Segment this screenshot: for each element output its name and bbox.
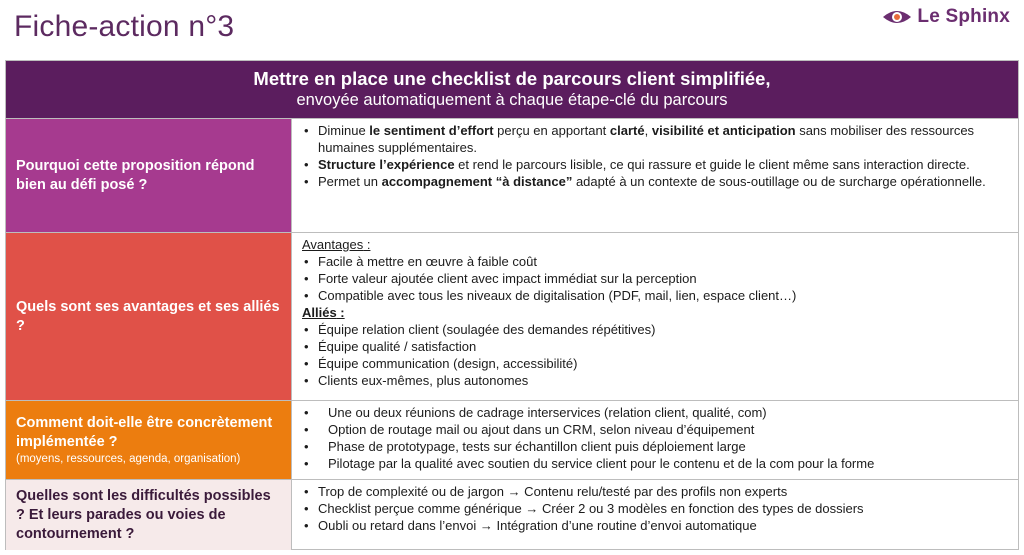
question-why: Pourquoi cette proposition répond bien au défi posé ? (6, 119, 291, 232)
why-bullet-list (302, 122, 1010, 190)
list-item: • Oubli ou retard dans l’envoi → Intégration d’une routine d’envoi automatique (302, 517, 1010, 534)
answer-advantages (291, 233, 1018, 400)
difficulties-list (302, 483, 1010, 534)
question-implementation: Comment doit-elle être concrètement implémentée ? (moyens, ressources, agenda, organisation) (6, 401, 291, 479)
row-why (6, 118, 1018, 232)
row-implementation (6, 400, 1018, 479)
implementation-list (302, 404, 1010, 472)
logo-text: Le Sphinx (917, 6, 1010, 27)
list-item: • Checklist perçue comme générique → Créer 2 ou 3 modèles en fonction des types de dossiers (302, 500, 1010, 517)
list-item: • Équipe qualité / satisfaction (302, 338, 1010, 355)
list-item: • Forte valeur ajoutée client avec impact immédiat sur la perception (302, 270, 1010, 287)
banner-subtitle: envoyée automatiquement à chaque étape-clé du parcours (296, 91, 728, 109)
banner-title: Mettre en place une checklist de parcours client simplifiée, (253, 68, 771, 89)
action-sheet (5, 60, 1019, 550)
list-item: • Facile à mettre en œuvre à faible coût (302, 253, 1010, 270)
list-item: • Clients eux-mêmes, plus autonomes (302, 372, 1010, 389)
brand-logo (882, 6, 1010, 28)
list-item: • Diminue le sentiment d’effort perçu en apportant clarté, visibilité et anticipation sans mobiliser des ressources humaines supplémentaires. (302, 122, 1010, 156)
list-item: • Équipe communication (design, accessibilité) (302, 355, 1010, 372)
list-item: • Pilotage par la qualité avec soutien du service client pour le contenu et de la com pour la forme (302, 455, 1010, 472)
list-item: • Permet un accompagnement “à distance” adapté à un contexte de sous-outillage ou de surcharge opérationnelle. (302, 173, 1010, 190)
question-subtitle: (moyens, ressources, agenda, organisation) (16, 453, 241, 465)
list-item: • Équipe relation client (soulagée des demandes répétitives) (302, 321, 1010, 338)
row-difficulties (6, 479, 1018, 550)
answer-difficulties (291, 480, 1018, 550)
question-advantages: Quels sont ses avantages et ses alliés ? (6, 233, 291, 400)
list-item: • Compatible avec tous les niveaux de digitalisation (PDF, mail, lien, espace client…) (302, 287, 1010, 304)
sphinx-eye-icon (882, 7, 912, 27)
page-title: Fiche-action n°3 (14, 10, 235, 43)
answer-implementation (291, 401, 1018, 479)
answer-why (291, 119, 1018, 232)
advantages-list (302, 253, 1010, 304)
list-item: • Option de routage mail ou ajout dans un CRM, selon niveau d’équipement (302, 421, 1010, 438)
list-item: • Trop de complexité ou de jargon → Contenu relu/testé par des profils non experts (302, 483, 1010, 500)
allies-heading: Alliés : (302, 305, 345, 320)
row-advantages (6, 232, 1018, 400)
advantages-heading: Avantages : (302, 237, 371, 252)
question-difficulties: Quelles sont les difficultés possibles ? Et leurs parades ou voies de contournement ? (6, 480, 291, 550)
action-banner (6, 61, 1018, 118)
list-item: • Phase de prototypage, tests sur échantillon client puis déploiement large (302, 438, 1010, 455)
list-item: • Structure l’expérience et rend le parcours lisible, ce qui rassure et guide le client même sans interaction directe. (302, 156, 1010, 173)
list-item: • Une ou deux réunions de cadrage interservices (relation client, qualité, com) (302, 404, 1010, 421)
allies-list (302, 321, 1010, 389)
